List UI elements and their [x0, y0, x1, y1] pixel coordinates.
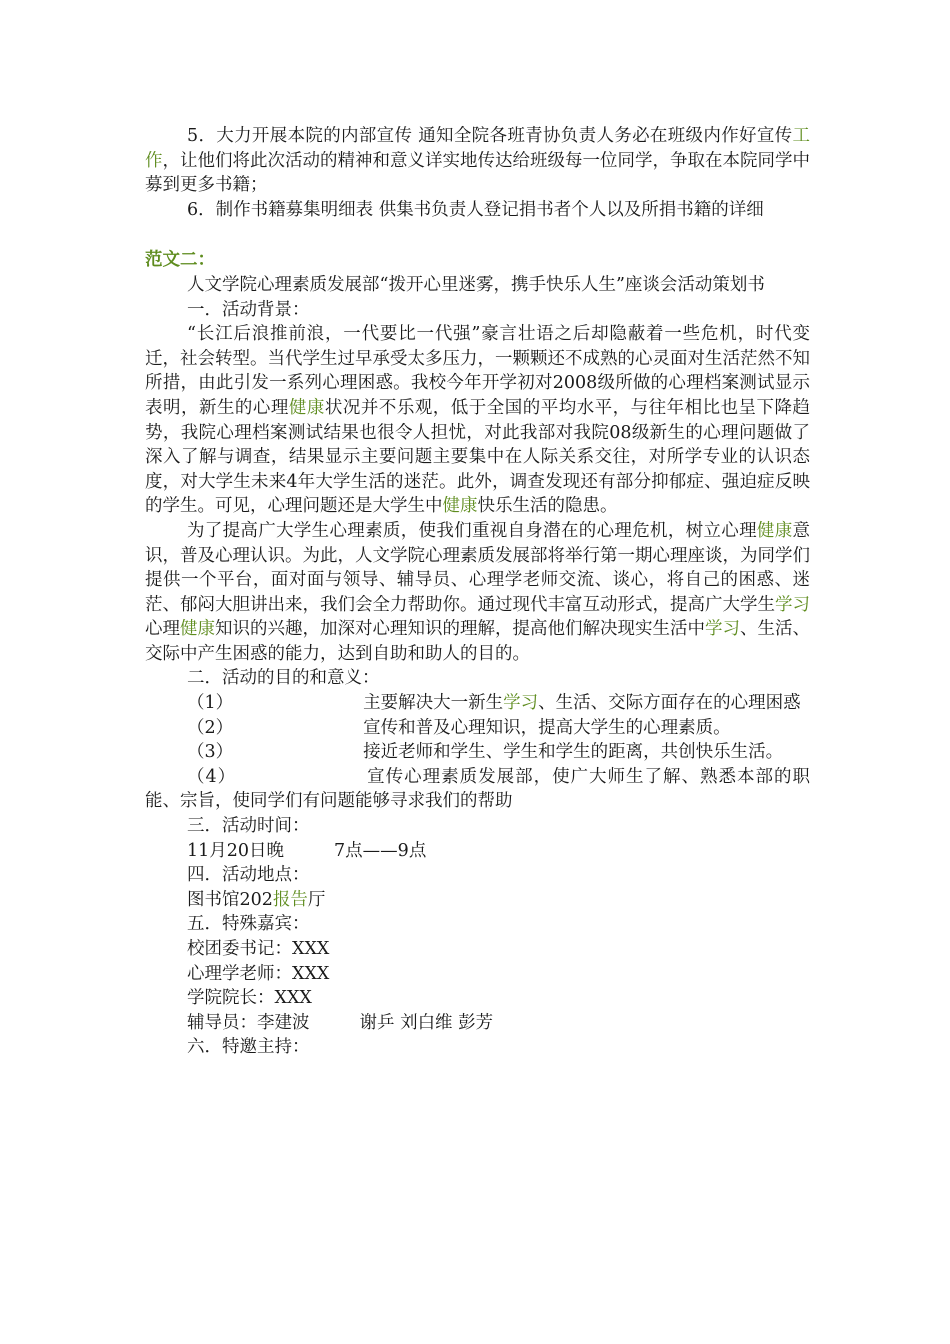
- text: 快乐生活的隐患。: [477, 496, 618, 517]
- keyword-link[interactable]: 学习: [775, 594, 810, 615]
- heading-background: 一．活动背景：: [187, 299, 310, 320]
- text: 接近老师和学生、学生和学生的距离，共创快乐生活。: [363, 742, 784, 763]
- text: 5．大力开展本院的内部宣传 通知全院各班青协负责人务必在班级内作好宣传: [187, 126, 793, 146]
- goal-number: （3）: [187, 742, 234, 763]
- text: 主要解决大一新生: [363, 693, 504, 714]
- heading-guests: 五．特殊嘉宾：: [187, 914, 310, 935]
- guest-item: 校团委书记：XXX: [187, 939, 330, 959]
- text: “长江后浪推前浪，一代要比一代强”豪言壮语之后却隐蔽着一些危机，时代变迁，社会转型。当代学生过早承受太多压力，一颗颗还不成熟的心灵面对生活茫然不知所措，由此引发一系列心理困惑。我校今年开学初对2008级所做的心理档案测试显示表明，新生的心理: [145, 324, 810, 418]
- keyword-link[interactable]: 学习: [503, 693, 539, 714]
- section-title: [145, 248, 810, 273]
- counselor-item: [145, 1011, 810, 1036]
- goal-item: [145, 716, 810, 741]
- keyword-link[interactable]: 健康: [288, 397, 325, 418]
- goal-number: （1）: [187, 693, 234, 714]
- keyword-link[interactable]: 范文: [145, 250, 180, 271]
- counselor-names: 谢乒 刘白维 彭芳: [359, 1012, 494, 1033]
- text: 知识的兴趣，加深对心理知识的理解，提高他们解决现实生活中: [215, 619, 705, 640]
- counselor-label: 辅导员：李建波: [187, 1012, 310, 1033]
- keyword-link[interactable]: 健康: [442, 496, 478, 517]
- background-paragraph-1: [145, 322, 810, 519]
- activity-date: 11月20日晚: [187, 840, 285, 861]
- background-paragraph-2: [145, 519, 810, 667]
- goal-number: （2）: [187, 717, 234, 738]
- activity-time: [145, 839, 810, 864]
- goal-item: [145, 740, 810, 765]
- goal-item: [145, 765, 810, 814]
- text: 二：: [180, 250, 215, 271]
- text: ，让他们将此次活动的精神和意义详实地传达给班级每一位同学，争取在本院同学中募到更多书籍；: [145, 150, 810, 196]
- goal-item: [145, 691, 810, 716]
- text: 宣传和普及心理知识，提高大学生的心理素质。: [363, 717, 731, 738]
- keyword-link[interactable]: 健康: [756, 520, 793, 541]
- text: 、生活、交际方面存在的心理困惑: [538, 693, 801, 714]
- keyword-link[interactable]: 报告: [272, 889, 308, 910]
- heading-time: 三．活动时间：: [187, 816, 310, 837]
- heading-goals: 二．活动的目的和意义：: [187, 668, 380, 689]
- goal-number: （4）: [187, 766, 237, 787]
- keyword-link[interactable]: 工作: [145, 126, 810, 171]
- document-page: [145, 124, 810, 1060]
- text: 、生活、交际中产生困惑的能力，达到自助和助人的目的。: [145, 619, 810, 664]
- text: 厅: [307, 889, 326, 910]
- text: 心理: [145, 619, 180, 640]
- text: 图书馆202: [187, 889, 273, 910]
- guest-item: 学院院长：XXX: [187, 988, 312, 1009]
- activity-time-range: 7点——9点: [334, 840, 427, 861]
- text: 状况并不乐观，低于全国的平均水平，与往年相比也呈下降趋势，我院心理档案测试结果也很令人担忧，对此我部对我院08级新生的心理问题做了深入了解与调查，结果显示主要问题主要集中在人际关系交往，对所学专业的认识态度，对大学生未来4年大学生活的迷茫。此外，调查发现还有部分抑郁症、强迫症反映的学生。可见，心理问题还是大学生中: [145, 397, 811, 517]
- text: 宣传心理素质发展部，使广大师生了解、熟悉本部的职能、宗旨，使同学们有问题能够寻求我们的帮助: [145, 766, 810, 812]
- keyword-link[interactable]: 学习: [705, 619, 740, 640]
- paragraph-item-5: [145, 124, 810, 198]
- activity-place: [145, 888, 810, 913]
- guest-item: 心理学老师：XXX: [187, 963, 330, 984]
- heading-host: 六．特邀主持：: [187, 1037, 310, 1058]
- paragraph-item-6: 6．制作书籍募集明细表 供集书负责人登记捐书者个人以及所捐书籍的详细: [187, 199, 764, 220]
- keyword-link[interactable]: 健康: [180, 619, 215, 640]
- document-title: 人文学院心理素质发展部“拨开心里迷雾，携手快乐人生”座谈会活动策划书: [187, 274, 765, 295]
- text: 意识，普及心理认识。为此，人文学院心理素质发展部将举行第一期心理座谈，为同学们提供一个平台，面对面与领导、辅导员、心理学老师交流、谈心，将自己的困惑、迷茫、郁闷大胆讲出来，我们会全力帮助你。通过现代丰富互动形式，提高广大学生: [145, 520, 811, 615]
- heading-place: 四．活动地点：: [187, 865, 310, 886]
- text: 为了提高广大学生心理素质，使我们重视自身潜在的心理危机，树立心理: [187, 520, 757, 541]
